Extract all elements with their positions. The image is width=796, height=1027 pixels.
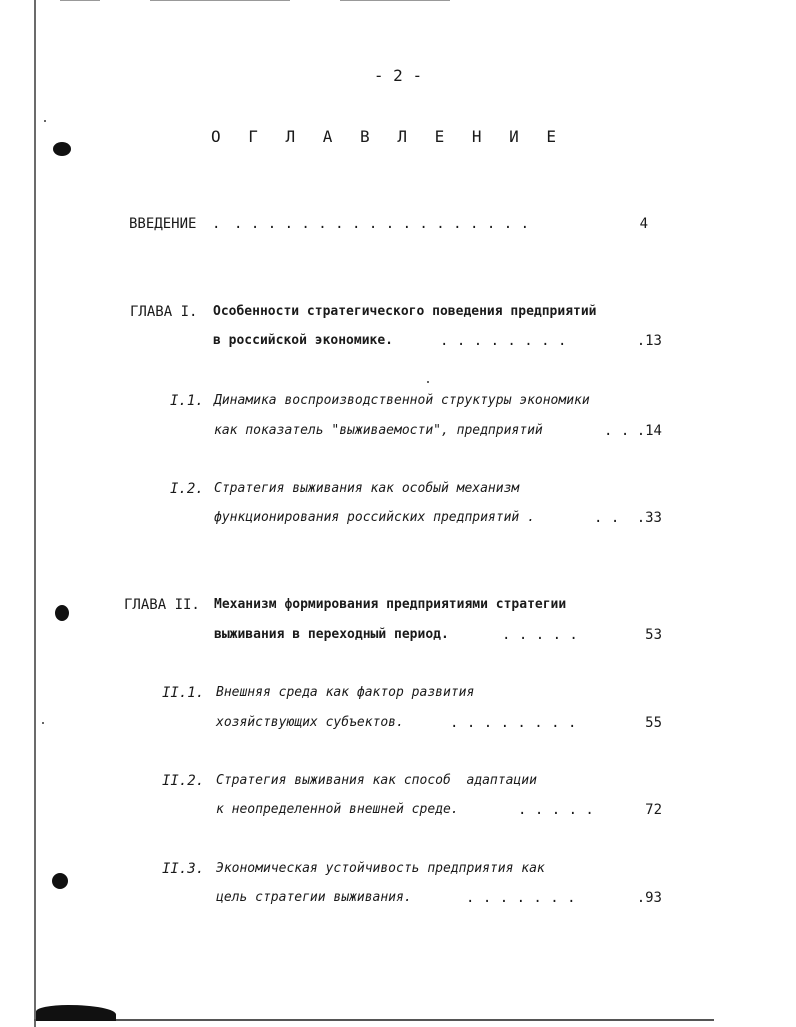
entry-title-line1: Особенности стратегического поведения предприятий xyxy=(213,304,597,319)
entry-title-line2: хозяйствующих субъектов. xyxy=(216,715,404,730)
scan-mark xyxy=(60,0,100,1)
page-bottom-edge xyxy=(34,1019,714,1021)
entry-label: II.1. xyxy=(162,685,205,701)
page-ref: 72 xyxy=(645,802,662,818)
hole-punch-mark xyxy=(55,605,69,621)
entry-label: ГЛАВА II. xyxy=(124,597,200,613)
page-edge xyxy=(34,0,36,1027)
leader-dots: . . xyxy=(594,510,620,526)
entry-title-line2: цель стратегии выживания. xyxy=(216,890,412,905)
entry-title-line1: Стратегия выживания как особый механизм xyxy=(214,481,520,496)
hole-punch-mark xyxy=(52,873,68,889)
leader-dots: . . . . . xyxy=(518,802,594,818)
page-ref: 53 xyxy=(645,627,662,643)
leader-dots: . . . . . . . . xyxy=(440,333,567,349)
leader-dots: . . . . . . . xyxy=(466,890,576,906)
entry-title-line1: Стратегия выживания как способ адаптации xyxy=(216,773,537,788)
speck xyxy=(42,722,44,724)
page-ref: 4 xyxy=(639,216,648,232)
speck xyxy=(44,120,46,122)
page-ref: 55 xyxy=(645,715,662,731)
leader-dots: . xyxy=(212,216,221,232)
leader-dots: . . . . . . . . . . . . . . . . . . xyxy=(234,216,530,232)
page-ref: .33 xyxy=(636,510,662,526)
leader-dots: . . . . . . . . xyxy=(450,715,577,731)
speck xyxy=(427,381,429,383)
entry-label: ВВЕДЕНИЕ xyxy=(129,216,197,232)
entry-label: II.3. xyxy=(162,861,205,877)
entry-title-line1: Внешняя среда как фактор развития xyxy=(216,685,475,700)
entry-label: II.2. xyxy=(162,773,205,789)
entry-title-line1: Экономическая устойчивость предприятия как xyxy=(216,861,545,876)
entry-title-line2: функционирования российских предприятий . xyxy=(214,510,535,525)
toc-title: О Г Л А В Л Е Н И Е xyxy=(210,127,566,146)
entry-label: I.2. xyxy=(170,481,204,497)
page-number: - 2 - xyxy=(373,66,423,85)
entry-title-line1: Динамика воспроизводственной структуры экономики xyxy=(214,393,590,408)
entry-title-line2: выживания в переходный период. xyxy=(214,627,449,642)
entry-label: ГЛАВА I. xyxy=(130,304,198,320)
leader-dots: . . . . . xyxy=(502,627,578,643)
entry-title-line1: Механизм формирования предприятиями стратегии xyxy=(214,597,567,612)
leader-dots: . . xyxy=(604,423,630,439)
page-ref: .14 xyxy=(636,423,662,439)
entry-title-line2: как показатель "выживаемости", предприятий xyxy=(214,423,543,438)
scan-mark xyxy=(150,0,290,1)
page-ref: .93 xyxy=(636,890,662,906)
entry-title-line2: в российской экономике. xyxy=(213,333,394,348)
scan-mark xyxy=(340,0,450,1)
ink-smudge xyxy=(36,1005,116,1021)
entry-label: I.1. xyxy=(170,393,204,409)
page-ref: .13 xyxy=(636,333,662,349)
entry-title-line2: к неопределенной внешней среде. xyxy=(216,802,459,817)
